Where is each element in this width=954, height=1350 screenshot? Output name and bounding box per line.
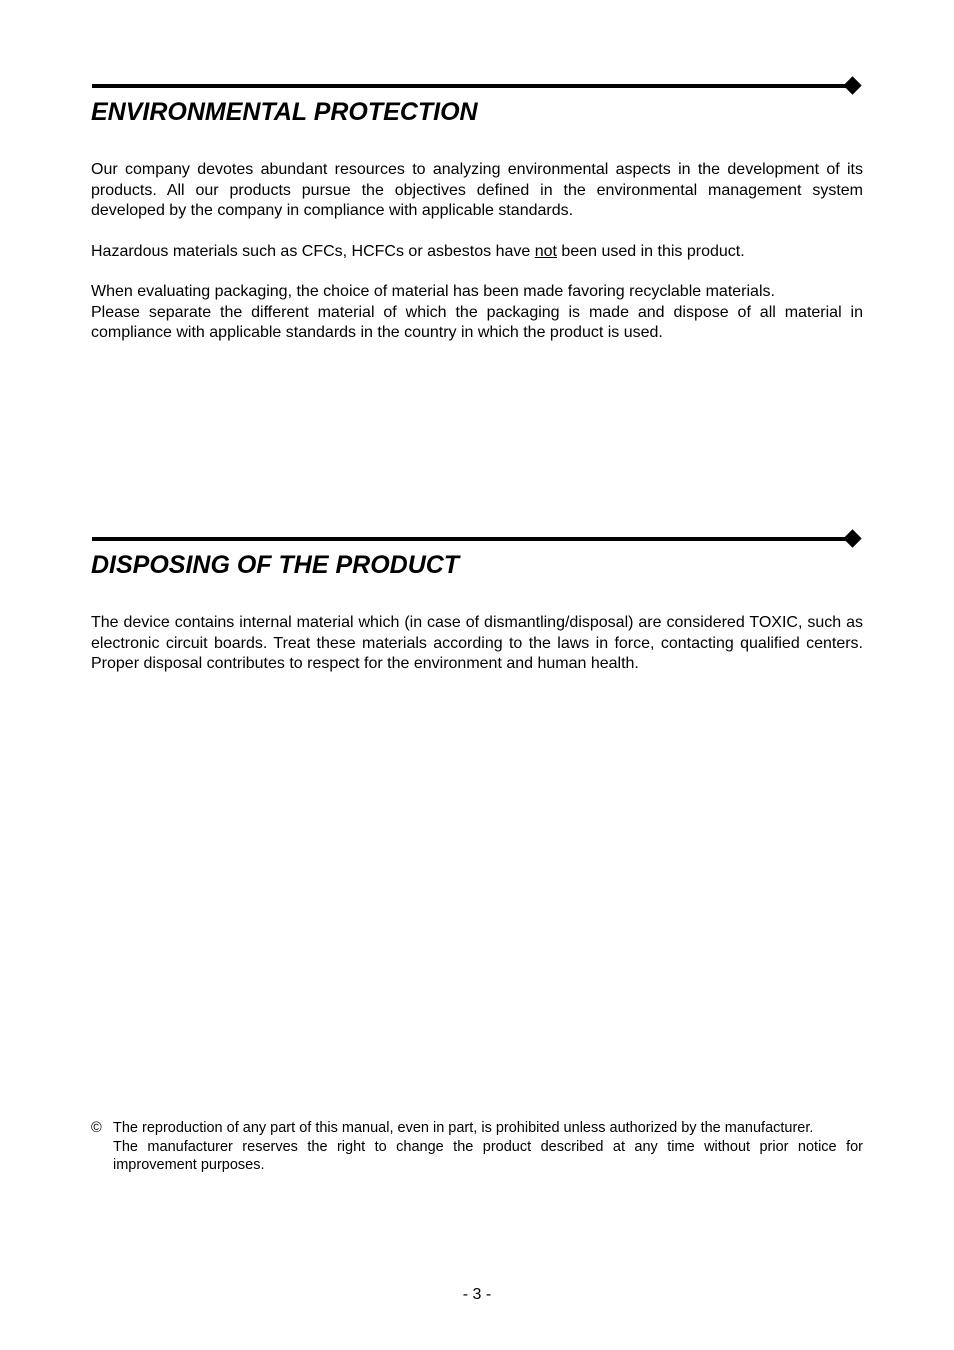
divider-line: [92, 84, 852, 88]
change-notice: The manufacturer reserves the right to change the product described at any time without prior notice for improvement purposes.: [113, 1138, 863, 1173]
heading-environmental-protection: ENVIRONMENTAL PROTECTION: [91, 98, 478, 126]
section-divider-disposing: [92, 531, 862, 547]
copyright-icon: ©: [91, 1120, 102, 1136]
page-number: - 3 -: [462, 1286, 492, 1303]
hazardous-emphasis-not: not: [534, 243, 557, 260]
hazardous-text-before: Hazardous materials such as CFCs, HCFCs or asbestos have: [91, 243, 535, 260]
section-divider-environmental: [92, 78, 862, 94]
reproduction-notice: The reproduction of any part of this manual, even in part, is prohibited unless authorized by the manufacturer.: [113, 1120, 814, 1136]
diamond-marker-icon: [843, 76, 861, 94]
paragraph-toxic-materials: The device contains internal material which (in case of dismantling/disposal) are considered TOXIC, such as electronic circuit boards. Treat these materials according to the laws in force, contacting qualified centers. Proper disposal contributes to respect for the environment and human health.: [91, 614, 863, 672]
paragraph-packaging-line1: When evaluating packaging, the choice of material has been made favoring recyclable materials.: [91, 283, 775, 300]
paragraph-environmental-resources: Our company devotes abundant resources to analyzing environmental aspects in the development of its products. All our products pursue the objectives defined in the environmental management system developed by the company in compliance with applicable standards.: [91, 161, 863, 219]
hazardous-text-after: been used in this product.: [556, 243, 745, 260]
heading-disposing-of-the-product: DISPOSING OF THE PRODUCT: [91, 551, 460, 579]
paragraph-hazardous-materials: [91, 242, 863, 263]
diamond-marker-icon: [843, 529, 861, 547]
paragraph-packaging-disposal: Please separate the different material of which the packaging is made and dispose of all material in compliance with applicable standards in the country in which the product is used.: [91, 303, 863, 341]
copyright-notice: [113, 1119, 863, 1175]
divider-line: [92, 537, 852, 541]
